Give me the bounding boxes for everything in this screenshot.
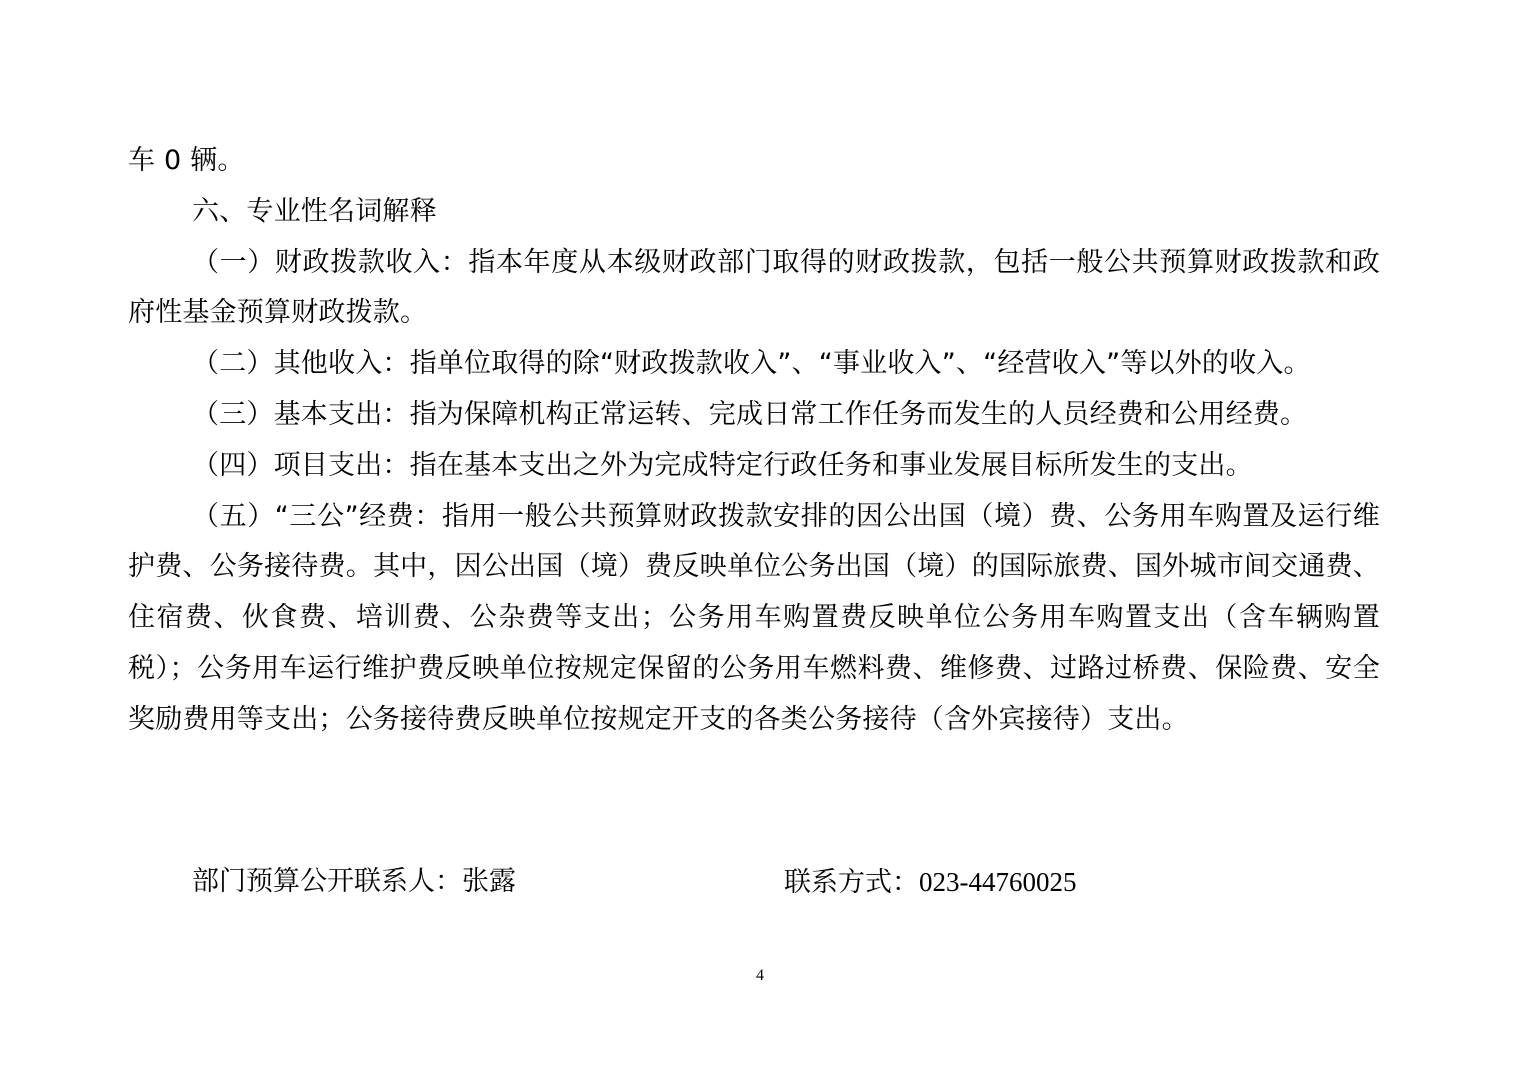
- contact-person-name: 张露: [462, 866, 516, 897]
- paragraph-fiscal-appropriation-income: （一）财政拨款收入：指本年度从本级财政部门取得的财政拨款，包括一般公共预算财政拨款和政府性基金预算财政拨款。: [128, 246, 1380, 329]
- paragraph-project-expenditure: （四）项目支出：指在基本支出之外为完成特定行政任务和事业发展目标所发生的支出。: [192, 449, 1253, 481]
- page-number: 4: [756, 967, 764, 984]
- contact-info: [0, 857, 1520, 907]
- document-body: [128, 136, 1380, 746]
- contact-phone-label: 联系方式：: [784, 867, 919, 898]
- paragraph-three-public-expenses: （五）“三公”经费：指用一般公共预算财政拨款安排的因公出国（境）费、公务用车购置及运行维护费、公务接待费。其中，因公出国（境）费反映单位公务出国（境）的国际旅费、国外城市间交通费、住宿费、伙食费、培训费、公杂费等支出；公务用车购置费反映单位公务用车购置支出（含车辆购置税）；公务用车运行维护费反映单位按规定保留的公务用车燃料费、维修费、过路过桥费、保险费、安全奖励费用等支出；公务接待费反映单位按规定开支的各类公务接待（含外宾接待）支出。: [128, 500, 1380, 735]
- contact-phone: [784, 857, 1077, 908]
- paragraph-basic-expenditure: （三）基本支出：指为保障机构正常运转、完成日常工作任务而发生的人员经费和公用经费。: [192, 398, 1308, 430]
- paragraph-other-income: （二）其他收入：指单位取得的除“财政拨款收入”、“事业收入”、“经营收入”等以外的收入。: [192, 348, 1311, 380]
- contact-person: [192, 857, 516, 907]
- contact-phone-number: 023-44760025: [919, 867, 1077, 897]
- section-heading-terms: 六、专业性名词解释: [192, 195, 437, 227]
- contact-person-label: 部门预算公开联系人：: [192, 866, 462, 897]
- paragraph-vehicle-count: 车 0 辆。: [128, 145, 245, 176]
